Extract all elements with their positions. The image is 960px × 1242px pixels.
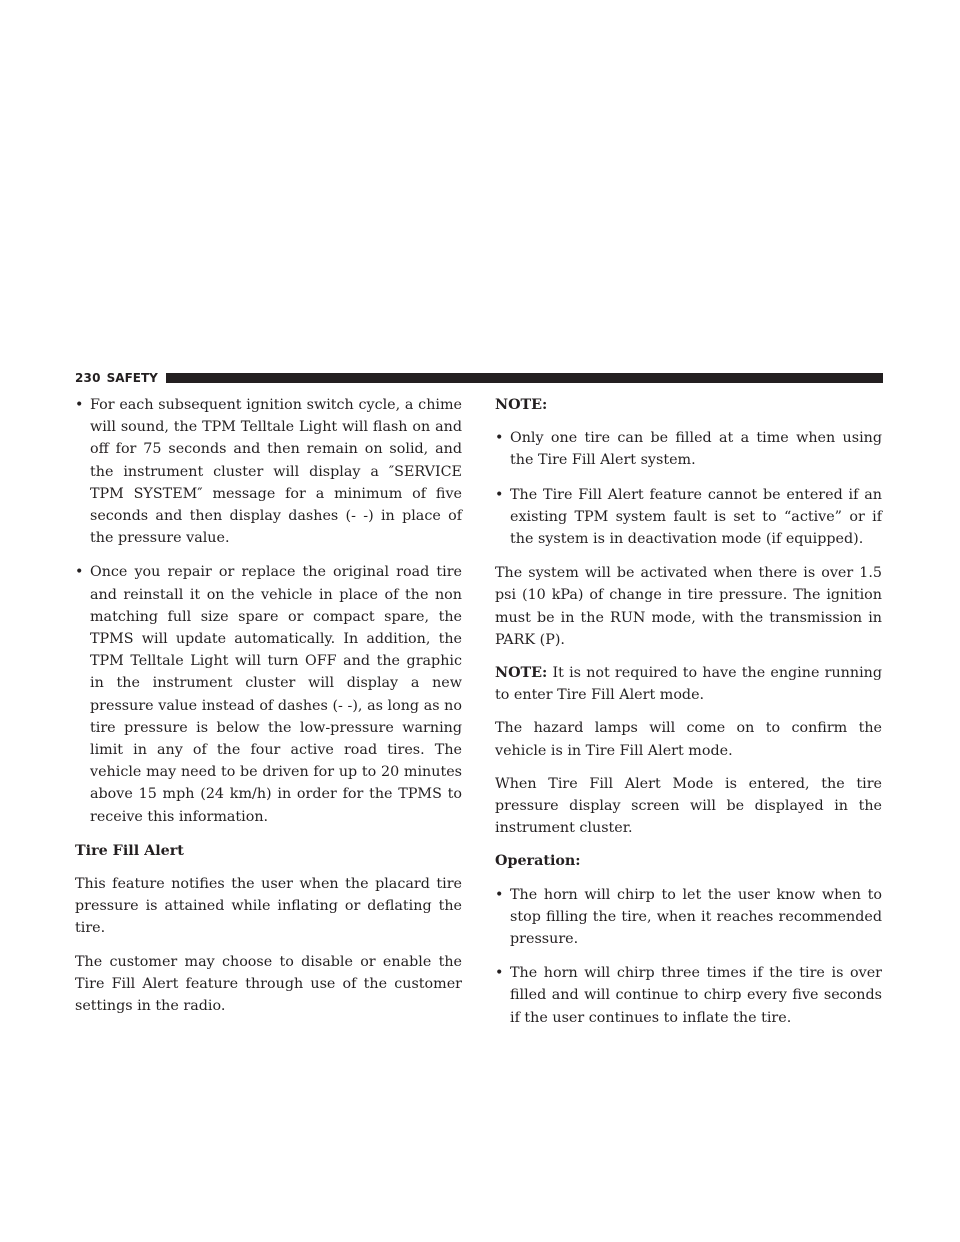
paragraph: The hazard lamps will come on to confirm the vehicle is in Tire Fill Alert mode. <box>495 720 882 759</box>
list-item <box>75 394 462 549</box>
list-item <box>495 962 882 1029</box>
paragraph: When Tire Fill Alert Mode is entered, the tire pressure display screen will be displayed in the instrument cluster. <box>495 775 882 837</box>
bullet-text: Once you repair or replace the original road tire and reinstall it on the vehicle in place of the non matching full size spare or compact spare, the TPMS will update automatically. In addition, the TPM Telltale Light will turn OFF and the graphic in the instrument cluster will display a new pressure value instead of dashes (- -), as long as no tire pressure is below the low-pressure warning limit in any of the four active road tires. The vehicle may need to be driven for up to 20 minutes above 15 mph (24 km/h) in order for the TPMS to receive this information. <box>90 564 462 825</box>
bullet-icon: • <box>75 397 84 413</box>
list-item <box>75 561 462 827</box>
section-title: SAFETY <box>106 371 158 385</box>
bullet-text: The Tire Fill Alert feature cannot be entered if an existing TPM system fault is set to “active” or if the system is in deactivation mode (if equipped). <box>510 486 882 548</box>
right-column <box>495 394 882 1041</box>
left-column <box>75 394 462 1028</box>
operation-heading: Operation: <box>495 853 581 870</box>
page-header <box>75 371 883 385</box>
note-text: It is not required to have the engine running to enter Tire Fill Alert mode. <box>495 665 882 704</box>
note-label: NOTE: <box>495 665 548 682</box>
bullet-icon: • <box>495 965 504 982</box>
bullet-text: The horn will chirp to let the user know when to stop filling the tire, when it reaches recommended pressure. <box>510 886 882 948</box>
bullet-icon: • <box>495 486 504 503</box>
list-item <box>495 884 882 951</box>
bullet-icon: • <box>495 430 504 447</box>
list-item <box>495 427 882 471</box>
note-paragraph <box>495 662 882 706</box>
bullet-icon: • <box>495 886 504 903</box>
list-item <box>495 484 882 551</box>
header-rule <box>166 373 883 383</box>
paragraph: The system will be activated when there is over 1.5 psi (10 kPa) of change in tire pressure. The ignition must be in the RUN mode, with the transmission in PARK (P). <box>495 565 882 648</box>
paragraph: This feature notifies the user when the placard tire pressure is attained while inflating or deflating the tire. <box>75 876 462 937</box>
bullet-icon: • <box>75 564 84 581</box>
note-heading: NOTE: <box>495 397 548 413</box>
bullet-text: Only one tire can be filled at a time when using the Tire Fill Alert system. <box>510 430 882 469</box>
paragraph: The customer may choose to disable or enable the Tire Fill Alert feature through use of the customer settings in the radio. <box>75 953 462 1015</box>
section-heading: Tire Fill Alert <box>75 842 184 859</box>
bullet-text: The horn will chirp three times if the tire is over filled and will continue to chirp every five seconds if the user continues to inflate the tire. <box>510 965 882 1026</box>
bullet-text: For each subsequent ignition switch cycle, a chime will sound, the TPM Telltale Light will flash on and off for 75 seconds and then remain on solid, and the instrument cluster will display a ″SERVICE TPM SYSTEM″ message for a minimum of five seconds and then display dashes (- -) in place of the pressure value. <box>90 397 462 547</box>
page-number: 230 <box>75 371 101 385</box>
